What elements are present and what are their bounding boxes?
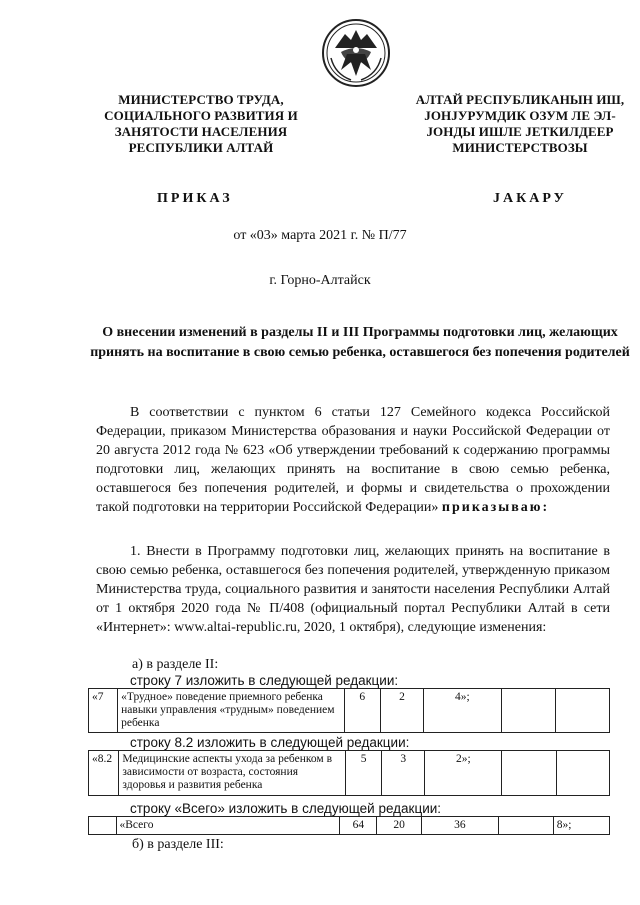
empty-cell (556, 689, 610, 733)
item-a-label: а) в разделе II: (132, 657, 219, 672)
total-label: «Всего (116, 817, 340, 835)
row-topic: «Трудное» поведение приемного ребенка навыки управления «трудным» поведением ребенка (118, 689, 345, 733)
order-date-number: от «03» марта 2021 г. № П/77 (233, 228, 407, 243)
lecture-hours: 2 (380, 689, 424, 733)
order-subject: О внесении изменений в разделы II и III Программы подготовки лиц, желающих принять на воспитание в свою семью ребенка, оставшегося без попечения родителей (90, 325, 630, 360)
ministry-name-ru (96, 92, 306, 156)
practice-hours: 4»; (424, 689, 501, 733)
row82-table (88, 750, 610, 796)
row7-caption: строку 7 изложить в следующей редакции: (130, 673, 399, 688)
row-number: «8.2 (89, 751, 119, 796)
ministry-ru-line: СОЦИАЛЬНОГО РАЗВИТИЯ И (104, 108, 298, 123)
ministry-ru-line: РЕСПУБЛИКИ АЛТАЙ (128, 140, 274, 155)
preamble-paragraph (96, 403, 610, 517)
order-title-ru: ПРИКАЗ (157, 191, 233, 206)
total-caption: строку «Всего» изложить в следующей редакции: (130, 801, 442, 816)
practice-hours: 2»; (425, 751, 502, 796)
ministry-name-alt (405, 92, 635, 156)
ministry-ru-line: МИНИСТЕРСТВО ТРУДА, (118, 92, 284, 107)
practice-hours: 36 (421, 817, 498, 835)
ministry-ru-line: ЗАНЯТОСТИ НАСЕЛЕНИЯ (114, 124, 288, 139)
table-row (89, 817, 610, 835)
row-topic: Медицинские аспекты ухода за ребенком в зависимости от возраста, состояния здоровья и развития ребенка (119, 751, 346, 796)
lecture-hours: 3 (382, 751, 425, 796)
item-b-label: б) в разделе III: (132, 837, 224, 852)
ministry-alt-line: ЈОНДЫ ИШЛЕ ЈЕТКИЛДЕЕР (426, 124, 614, 139)
ministry-alt-line: ЈОНЈУРУМДИК ОЗУМ ЛЕ ЭЛ- (424, 108, 616, 123)
total-hours: 6 (344, 689, 380, 733)
row-number: «7 (89, 689, 118, 733)
ministry-alt-line: АЛТАЙ РЕСПУБЛИКАНЫН ИШ, (415, 92, 625, 107)
consult-hours: 8»; (553, 817, 609, 835)
clause-1-paragraph: 1. Внести в Программу подготовки лиц, желающих принять на воспитание в свою семью ребенка, оставшегося без попечения родителей, утвержденную приказом Министерства труда, социального развития и занятости населения Республики Алтай от 1 октября 2020 года № П/408 (официальный портал Республики Алтай в сети «Интернет»: www.altai-republic.ru, 2020, 1 октября), следующие изменения: (96, 544, 610, 635)
row82-caption: строку 8.2 изложить в следующей редакции: (130, 735, 410, 750)
order-city: г. Горно-Алтайск (269, 273, 371, 288)
empty-cell (502, 751, 556, 796)
order-title-alt: ЈАКАРУ (493, 191, 567, 206)
republic-emblem-icon (321, 18, 391, 88)
empty-cell (89, 817, 117, 835)
empty-cell (501, 689, 556, 733)
row7-table (88, 688, 610, 733)
order-verb: приказываю: (441, 500, 550, 515)
total-table (88, 816, 610, 835)
lecture-hours: 20 (377, 817, 422, 835)
ministry-alt-line: МИНИСТЕРСТВОЗЫ (452, 140, 588, 155)
table-row (89, 689, 610, 733)
empty-cell (556, 751, 609, 796)
total-hours: 64 (340, 817, 377, 835)
preamble-text: В соответствии с пунктом 6 статьи 127 Семейного кодекса Российской Федерации, приказом Министерства образования и науки Российской Федерации от 20 августа 2012 года № 623 «Об утверждении требований к содержанию программы подготовки лиц, желающих принять на воспитание в свою семью ребенка, оставшегося без попечения родителей, и формы и свидетельства о прохождении такой подготовки на территории Российской Федерации» (96, 405, 610, 515)
table-row (89, 751, 610, 796)
total-hours: 5 (346, 751, 382, 796)
empty-cell (498, 817, 553, 835)
